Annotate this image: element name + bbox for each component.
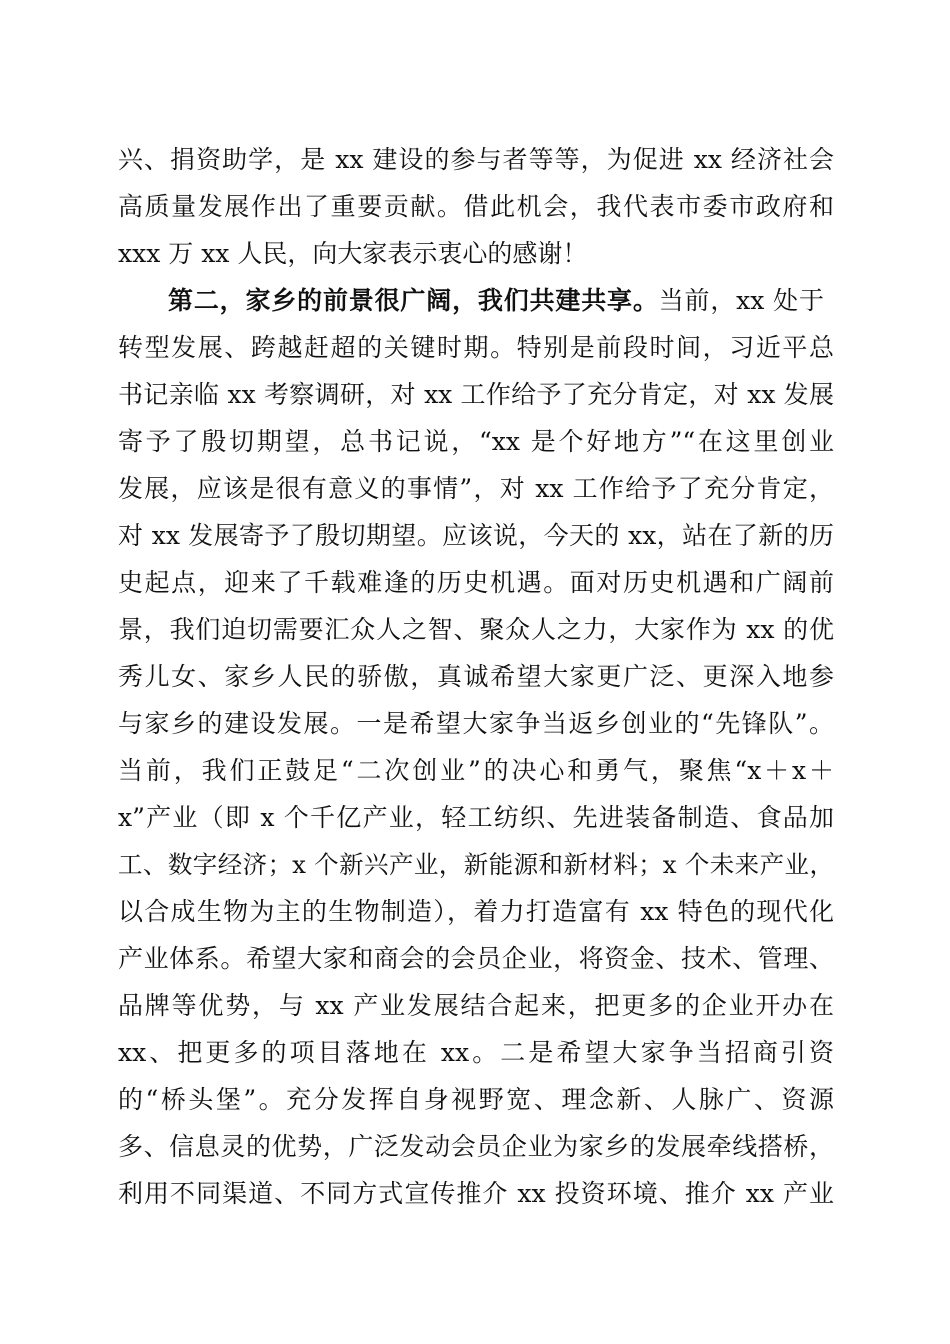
text-line: 工、数字经济；x 个新兴产业，新能源和新材料；x 个未来产业，: [118, 850, 834, 879]
text-line: 寄予了殷切期望，总书记说，“xx 是个好地方”“在这里创业: [118, 427, 834, 456]
text-line: 对 xx 发展寄予了殷切期望。应该说，今天的 xx，站在了新的历: [118, 521, 834, 550]
text-line: 景，我们迫切需要汇众人之智、聚众人之力，大家作为 xx 的优: [118, 615, 834, 644]
text-line: 秀儿女、家乡人民的骄傲，真诚希望大家更广泛、更深入地参: [118, 662, 834, 691]
text-line: 转型发展、跨越赶超的关键时期。特别是前段时间，习近平总: [118, 333, 834, 362]
text-line: 的“桥头堡”。充分发挥自身视野宽、理念新、人脉广、资源: [118, 1085, 834, 1114]
text-line: 品牌等优势，与 xx 产业发展结合起来，把更多的企业开办在: [118, 991, 834, 1020]
text-line: 兴、捐资助学，是 xx 建设的参与者等等，为促进 xx 经济社会: [118, 145, 834, 174]
paragraph-lead-sentence: 第二，家乡的前景很广阔，我们共建共享。: [168, 286, 659, 315]
text-line: 发展，应该是很有意义的事情”，对 xx 工作给予了充分肯定，: [118, 474, 834, 503]
text-line: x”产业（即 x 个千亿产业，轻工纺织、先进装备制造、食品加: [118, 803, 834, 832]
text-line: 与家乡的建设发展。一是希望大家争当返乡创业的“先锋队”。: [118, 709, 834, 738]
text-line: 高质量发展作出了重要贡献。借此机会，我代表市委市政府和: [118, 192, 834, 221]
text-line: 史起点，迎来了千载难逢的历史机遇。面对历史机遇和广阔前: [118, 568, 834, 597]
text-line: 书记亲临 xx 考察调研，对 xx 工作给予了充分肯定，对 xx 发展: [118, 380, 834, 409]
paragraph-heading-line: [168, 285, 824, 317]
text-line: xxx 万 xx 人民，向大家表示衷心的感谢！: [118, 239, 588, 268]
text-line: 以合成生物为主的生物制造），着力打造富有 xx 特色的现代化: [118, 897, 834, 926]
text-line: 多、信息灵的优势，广泛发动会员企业为家乡的发展牵线搭桥，: [118, 1132, 834, 1161]
paragraph-rest: 当前，xx 处于: [658, 286, 824, 315]
text-line: 利用不同渠道、不同方式宣传推介 xx 投资环境、推介 xx 产业: [118, 1179, 834, 1208]
text-line: 产业体系。希望大家和商会的会员企业，将资金、技术、管理、: [118, 944, 834, 973]
text-line: xx、把更多的项目落地在 xx。二是希望大家争当招商引资: [118, 1038, 834, 1067]
text-line: 当前，我们正鼓足“二次创业”的决心和勇气，聚焦“x＋x＋: [118, 756, 834, 785]
